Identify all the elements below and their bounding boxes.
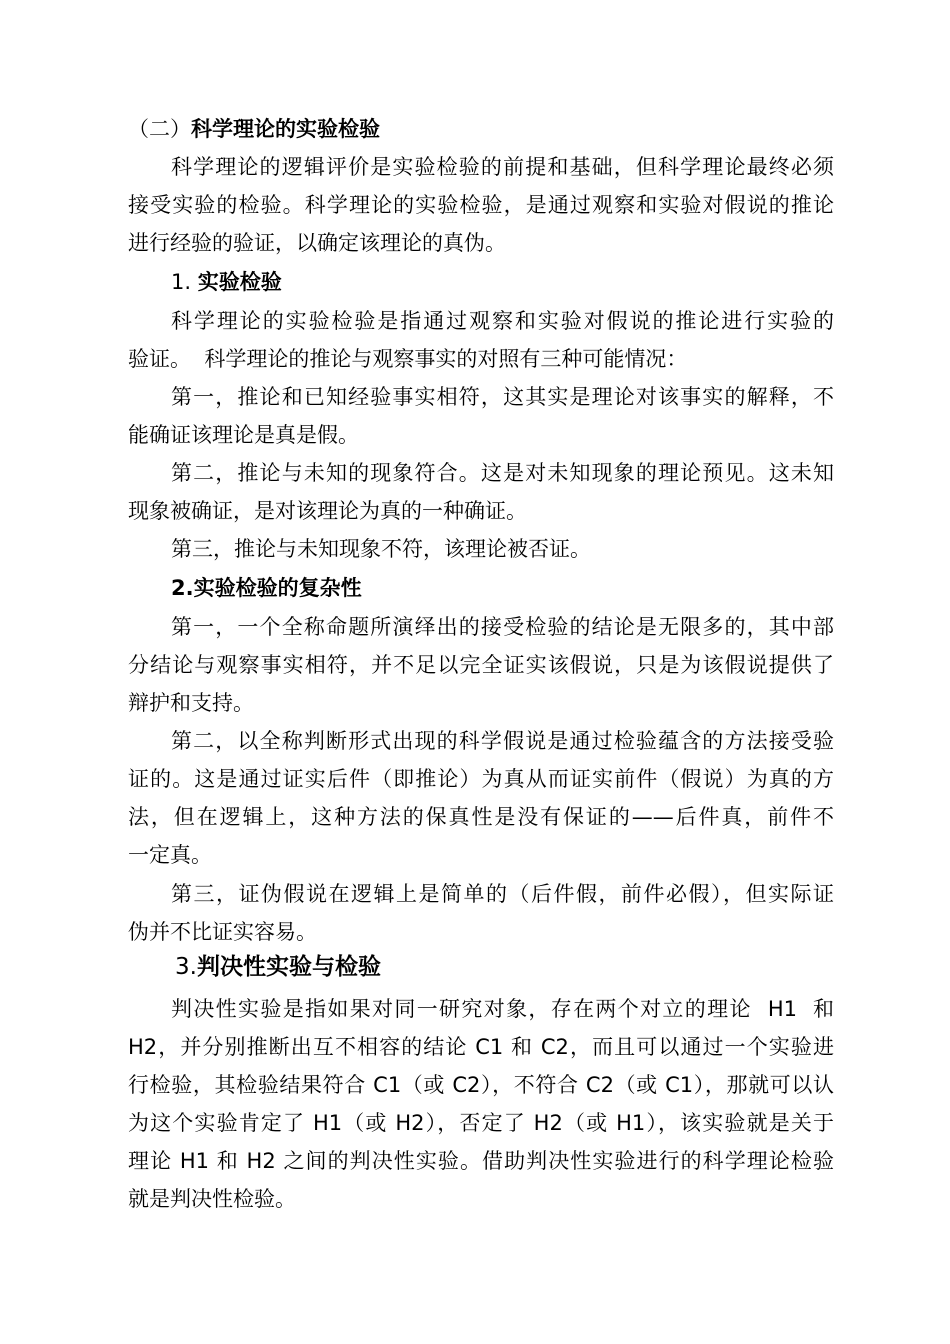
point2-line-2: 证的。这是通过证实后件（即推论）为真从而证实前件（假说）为真的方 [128, 767, 834, 791]
part1-heading [171, 269, 834, 296]
point2-line-1: 第二，以全称判断形式出现的科学假说是通过检验蕴含的方法接受验 [171, 729, 834, 753]
intro-line-2: 接受实验的检验。科学理论的实验检验，是通过观察和实验对假说的推论 [128, 193, 834, 217]
section-heading-title: 科学理论的实验检验 [191, 117, 380, 141]
part1-heading-title: 实验检验 [197, 270, 282, 294]
part3-line-1: 判决性实验是指如果对同一研究对象，存在两个对立的理论 H1 和 [171, 997, 834, 1021]
part3-line-5: 理论 H1 和 H2 之间的判决性实验。借助判决性实验进行的科学理论检验 [128, 1149, 834, 1173]
part3-heading [175, 954, 834, 981]
section-heading [128, 116, 834, 143]
part1-definition-line-2: 验证。 科学理论的推论与观察事实的对照有三种可能情况： [128, 347, 688, 371]
case2-line-1: 第二，推论与未知的现象符合。这是对未知现象的理论预见。这未知 [171, 461, 834, 485]
part3-heading-title: 判决性实验与检验 [196, 954, 381, 980]
intro-line-1: 科学理论的逻辑评价是实验检验的前提和基础，但科学理论最终必须 [171, 155, 834, 179]
case1-line-1: 第一，推论和已知经验事实相符，这其实是理论对该事实的解释，不 [171, 385, 834, 409]
part3-line-2: H2，并分别推断出互不相容的结论 C1 和 C2，而且可以通过一个实验进 [128, 1035, 834, 1059]
case2-line-2: 现象被确证，是对该理论为真的一种确证。 [128, 499, 527, 523]
point2-line-3: 法，但在逻辑上，这种方法的保真性是没有保证的——后件真，前件不 [128, 805, 834, 829]
part1-definition-line-1: 科学理论的实验检验是指通过观察和实验对假说的推论进行实验的 [171, 309, 834, 333]
case1-line-2: 能确证该理论是真是假。 [128, 423, 359, 447]
case3-line-1: 第三，推论与未知现象不符，该理论被否证。 [171, 537, 591, 561]
part1-heading-number: 1. [171, 270, 192, 294]
intro-line-3: 进行经验的验证，以确定该理论的真伪。 [128, 231, 506, 255]
point1-line-1: 第一，一个全称命题所演绎出的接受检验的结论是无限多的，其中部 [171, 615, 834, 639]
point3-line-1: 第三，证伪假说在逻辑上是简单的（后件假，前件必假），但实际证 [171, 882, 834, 906]
part3-heading-number: 3. [175, 954, 197, 980]
part3-line-6: 就是判决性检验。 [128, 1187, 296, 1211]
part3-line-4: 为这个实验肯定了 H1（或 H2），否定了 H2（或 H1），该实验就是关于 [128, 1111, 834, 1135]
point3-line-2: 伪并不比证实容易。 [128, 920, 317, 944]
section-heading-prefix: （二） [128, 117, 191, 141]
part3-line-3: 行检验，其检验结果符合 C1（或 C2），不符合 C2（或 C1），那就可以认 [128, 1073, 834, 1097]
point1-line-2: 分结论与观察事实相符，并不足以完全证实该假说，只是为该假说提供了 [128, 653, 834, 677]
point2-line-4: 一定真。 [128, 843, 212, 867]
point1-line-3: 辩护和支持。 [128, 691, 254, 715]
part2-heading: 2.实验检验的复杂性 [171, 576, 362, 600]
